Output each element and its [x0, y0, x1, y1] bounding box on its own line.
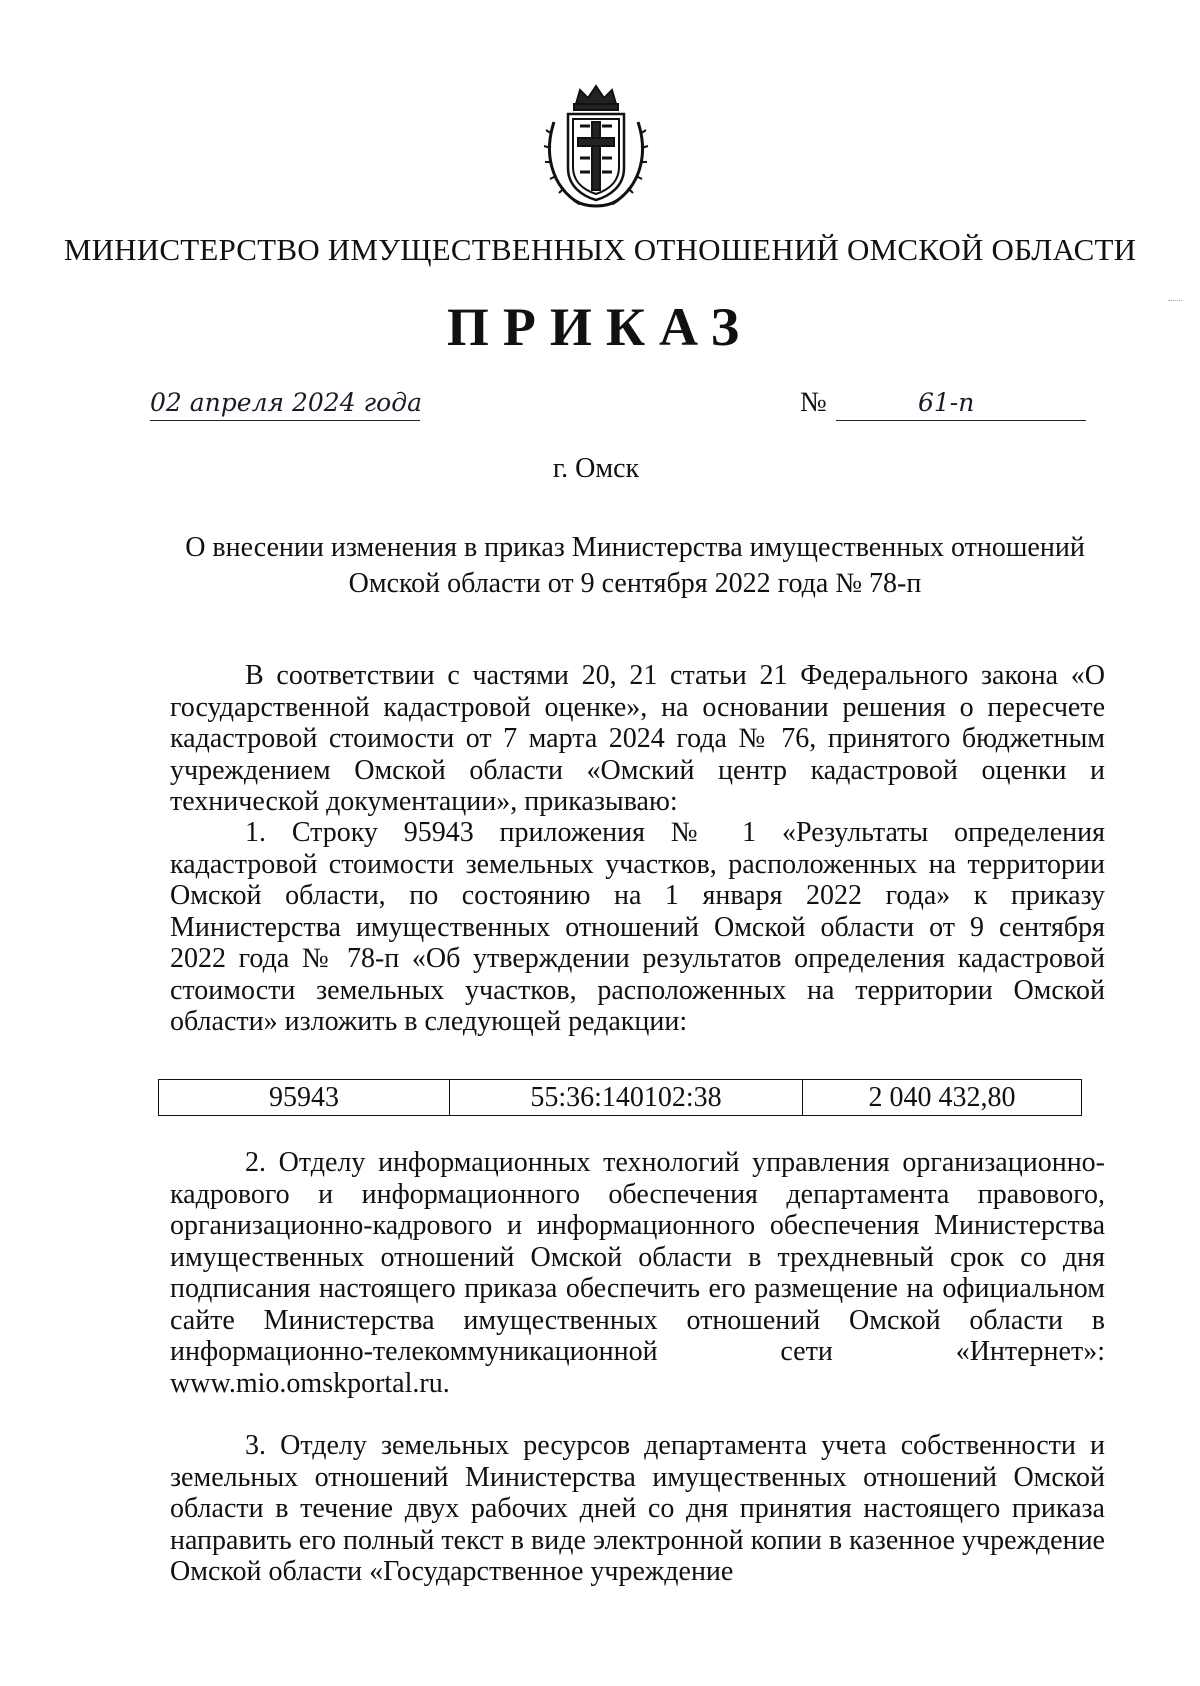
intro-text: В соответствии с частями 20, 21 статьи 21 Федерального закона «О государственной кадастровой оценке», на основании решения о пересчете кадастровой стоимости от 7 марта 2024 года № 76, принятого бюджетным учреждением Омской области «Омский центр кадастровой оценки и технической документации», приказываю: [170, 660, 1105, 817]
table-cell-cadastral-value: 2 040 432,80 [803, 1080, 1082, 1116]
intro-paragraph [170, 660, 1105, 818]
subject-line-1: О внесении изменения в приказ Министерства имущественных отношений [185, 532, 1085, 563]
subject-line-2: Омской области от 9 сентября 2022 года № 78-п [348, 568, 922, 599]
coat-of-arms-emblem [540, 82, 652, 210]
handwritten-date: 02 апреля 2024 года [150, 386, 420, 421]
ministry-name: МИНИСТЕРСТВО ИМУЩЕСТВЕННЫХ ОТНОШЕНИЙ ОМСКОЙ ОБЛАСТИ [63, 232, 1137, 267]
item-3-paragraph [170, 1430, 1105, 1588]
city-line: г. Омск [552, 453, 640, 484]
item-2-paragraph [170, 1147, 1105, 1399]
order-subject [160, 530, 1110, 602]
document-type-title: ПРИКАЗ [446, 297, 754, 357]
table-cell-row-number: 95943 [159, 1080, 450, 1116]
table-cell-cadastral-number: 55:36:140102:38 [450, 1080, 803, 1116]
scan-artifact [1168, 300, 1182, 305]
table-row [159, 1080, 1082, 1116]
item-3-text: 3. Отделу земельных ресурсов департамента учета собственности и земельных отношений Министерства имущественных отношений Омской области в течение двух рабочих дней со дня принятия настоящего приказа направить его полный текст в виде электронной копии в казенное учреждение Омской области «Государственное учреждение [170, 1430, 1105, 1587]
cadastral-value-table [158, 1079, 1082, 1116]
handwritten-number: 61-п [918, 388, 975, 417]
item-1-paragraph [170, 817, 1105, 1038]
item-1-text: 1. Строку 95943 приложения № 1 «Результаты определения кадастровой стоимости земельных участков, расположенных на территории Омской области, по состоянию на 1 января 2022 года» к приказу Министерства имущественных отношений Омской области от 9 сентября 2022 года № 78-п «Об утверждении результатов определения кадастровой стоимости земельных участков, расположенных на территории Омской области» изложить в следующей редакции: [170, 817, 1105, 1037]
number-label: № [800, 387, 827, 418]
item-2-text: 2. Отделу информационных технологий управления организационно-кадрового и информационного обеспечения департамента правового, организационно-кадрового и информационного обеспечения Министерства имущественных отношений Омской области в трехдневный срок со дня подписания настоящего приказа обеспечить его размещение на официальном сайте Министерства имущественных отношений Омской области в информационно-телекоммуникационной сети «Интернет»: www.mio.omskportal.ru. [170, 1147, 1105, 1399]
